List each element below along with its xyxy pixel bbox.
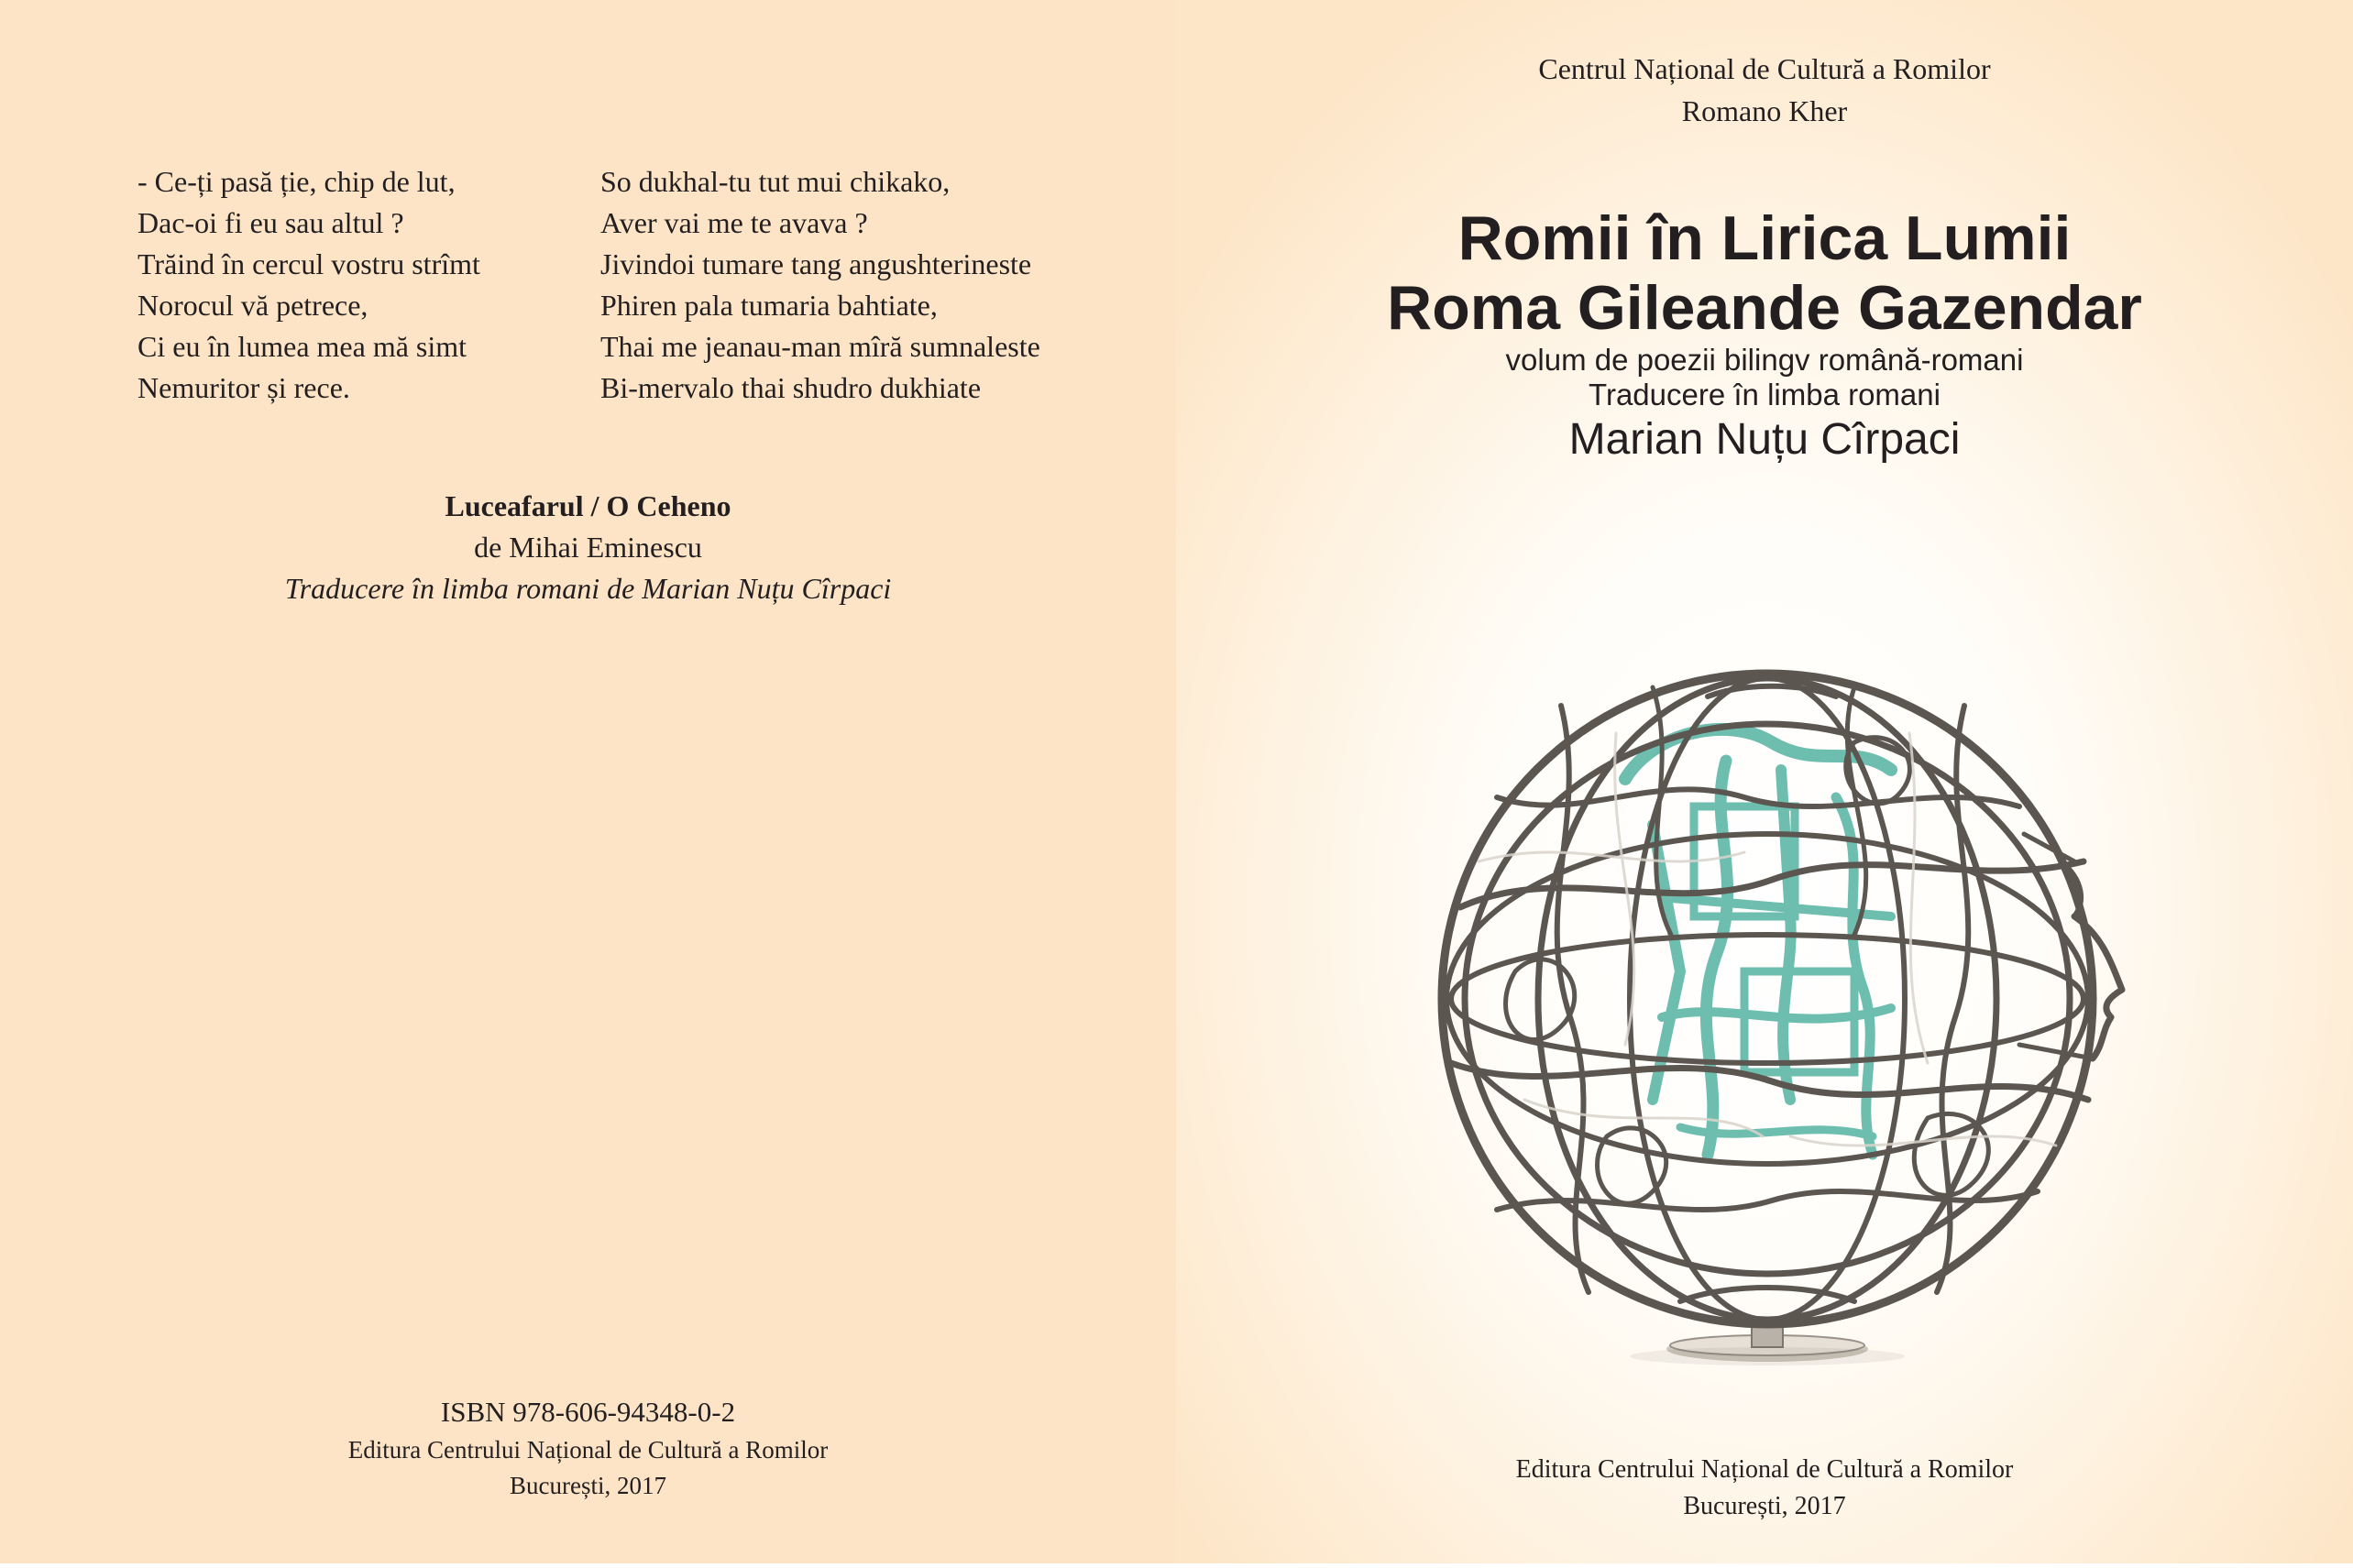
poem-line: Dac-oi fi eu sau altul ? <box>137 206 404 239</box>
poem-line: - Ce-ți pasă ție, chip de lut, <box>137 165 456 198</box>
poem-line: Nemuritor și rece. <box>137 371 350 404</box>
wire-sculpture-image <box>1378 587 2166 1393</box>
book-subtitle: volum de poezii bilingv română-romani <box>1505 343 2024 377</box>
poem-title: Luceafarul / O Ceheno <box>445 489 731 522</box>
poem-line: So dukhal-tu tut mui chikako, <box>600 165 951 198</box>
poem-line: Phiren pala tumaria bahtiate, <box>600 289 938 322</box>
front-cover <box>1176 0 2353 1568</box>
back-cover <box>0 0 1176 1568</box>
poem-line: Norocul vă petrece, <box>137 289 368 322</box>
book-title-romani: Roma Gileande Gazendar <box>1387 273 2142 343</box>
publication-place-year: București, 2017 <box>510 1472 666 1499</box>
poem-author: de Mihai Eminescu <box>474 531 702 564</box>
poem-line: Aver vai me te avava ? <box>600 206 868 239</box>
publisher-name: Editura Centrului Național de Cultură a Romilor <box>347 1436 829 1464</box>
back-cover-imprint <box>0 1392 1176 1504</box>
front-cover-imprint <box>1176 1452 2353 1525</box>
institution-header <box>1176 48 2353 132</box>
poem-line: Bi-mervalo thai shudro dukhiate <box>600 371 982 404</box>
isbn: ISBN 978-606-94348-0-2 <box>440 1396 736 1428</box>
institution-alt-name: Romano Kher <box>1681 94 1848 127</box>
poem-attribution <box>0 486 1176 609</box>
poem-line: Trăind în cercul vostru strîmt <box>137 247 480 280</box>
publisher-name: Editura Centrului Național de Cultură a Romilor <box>1515 1455 2014 1484</box>
book-title-romanian: Romii în Lirica Lumii <box>1457 203 2072 273</box>
book-titles <box>1176 203 2353 467</box>
poem-romanian <box>137 161 480 409</box>
poem-translation-credit: Traducere în limba romani de Marian Nuțu Cîrpaci <box>284 572 892 605</box>
institution-name: Centrul Național de Cultură a Romilor <box>1538 52 1991 85</box>
poem-line: Thai me jeanau-man mîră sumnaleste <box>600 330 1040 363</box>
poem-romani <box>600 161 1040 409</box>
page-edge <box>0 1563 2353 1568</box>
translator-name: Marian Nuțu Cîrpaci <box>1568 415 1961 464</box>
translation-note: Traducere în limba romani <box>1589 378 1941 411</box>
publication-place-year: București, 2017 <box>1683 1492 1846 1520</box>
poem-line: Ci eu în lumea mea mă simt <box>137 330 467 363</box>
poem-line: Jivindoi tumare tang angushterineste <box>600 247 1032 280</box>
